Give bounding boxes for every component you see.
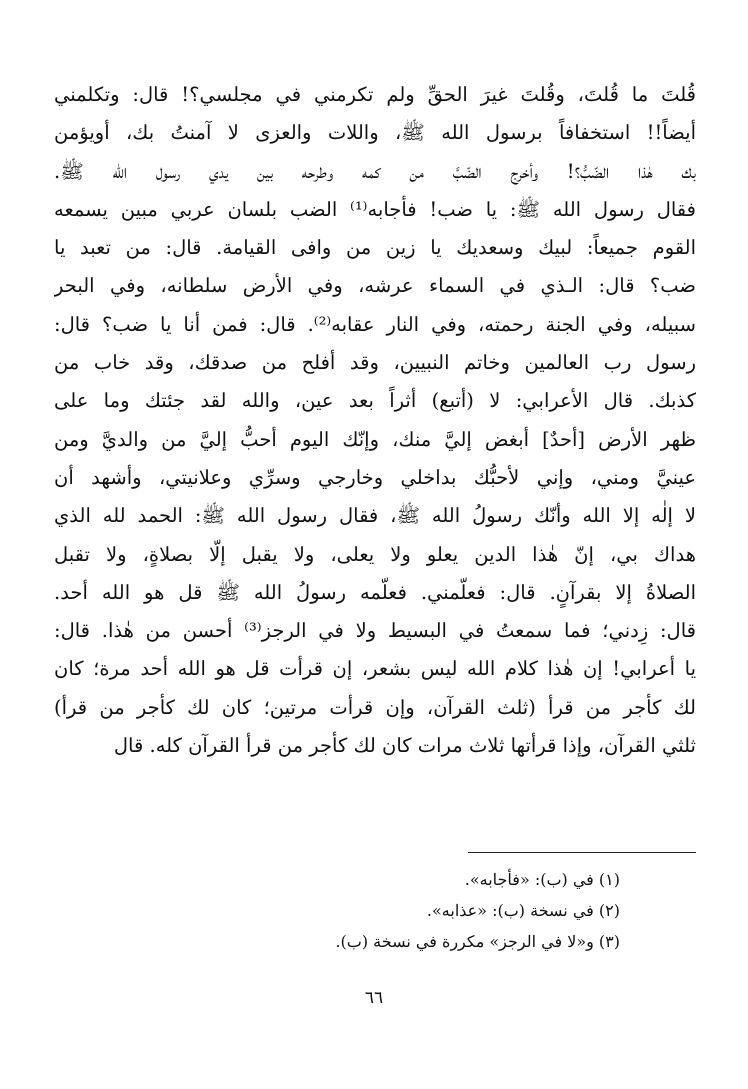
text-line: القوم جميعاً: لبيك وسعديك يا زين من وافى القيامة. قال: من تعبد يا: [54, 236, 696, 260]
text-line: أيضاً!! استخفافاً برسول الله ﷺ، واللات والعزى لا آمنتُ بك، أويؤمن: [54, 121, 696, 145]
text-line: قُلتَ ما قُلتَ، وقُلتَ غيرَ الحقِّ ولم تكرمني في مجلسي؟! قال: وتكلمني: [54, 83, 696, 106]
text-line: ثلثي القرآن، وإذا قرأتها ثلاث مرات كان لك كأجر من قرأ القرآن كله. قال: [113, 734, 696, 758]
text-line: عينيَّ ومني، وإني لأحبُّك بداخلي وخارجي وسرِّي وعلانيتي، وأشهد أن: [54, 465, 696, 489]
text-line: هداك بي، إنّ هٰذا الدين يعلو ولا يعلى، ولا يقبل إلّا بصلاةٍ، ولا تقبل: [54, 542, 696, 566]
text-line: رسول رب العالمين وخاتم النبيين، وقد أفلح من صدقك، وقد خاب من: [54, 351, 696, 375]
footnote-3: (٣) و«لا في الرجز» مكررة في نسخة (ب).: [335, 932, 620, 951]
text-line: الصلاةُ إلا بقرآنٍ. قال: فعلّمني. فعلّمه رسولُ الله ﷺ قل هو الله أحد.: [54, 580, 696, 604]
main-text: [54, 76, 696, 765]
page-number: ٦٦: [364, 988, 384, 1008]
footnote-2: (٢) في نسخة (ب): «عذابه».: [426, 901, 620, 920]
text-line: سبيله، وفي الجنة رحمته، وفي النار عقابه⁽²⁾. قال: فمن أنا يا ضب؟ قال:: [54, 312, 696, 336]
text-line: لا إلٰه إلا الله وأنّك رسولُ الله ﷺ، فقال رسول الله ﷺ: الحمد لله الذي: [54, 504, 696, 528]
text-line: فقال رسول الله ﷺ: يا ضب! فأجابه⁽¹⁾ الضب بلسان عربي مبين يسمعه: [54, 197, 696, 221]
text-line: بك هٰذا الضّبُّ؟! وأخرج الضّبَّ من كمه وطرحه بين يدي رسول الله ﷺ.: [54, 159, 696, 183]
text-line: يا أعرابي! إن هٰذا كلام الله ليس بشعر، إن قرأت قل هو الله أحد مرة؛ كان: [54, 657, 696, 681]
footnote-1: (١) في (ب): «فأجابه».: [464, 870, 620, 889]
text-line: كذبك. قال الأعرابي: لا (أتبع) أثراً بعد عين، والله لقد جئتك وما على: [54, 389, 696, 413]
footnote-divider: [468, 852, 696, 853]
text-line: قال: زِدني؛ فما سمعتُ في البسيط ولا في الرجز⁽³⁾ أحسن من هٰذا. قال:: [54, 619, 696, 643]
footnotes: [100, 864, 620, 957]
text-line: ضب؟ قال: الـذي في السماء عرشه، وفي الأرض سلطانه، وفي البحر: [54, 274, 696, 298]
text-line: لك كأجر من قرأ (ثلث القرآن، وإن قرأت مرتين؛ كان لك كأجر من قرأ): [54, 695, 696, 719]
text-line: ظهر الأرض [أحدٌ] أبغض إليَّ منك، وإنّك اليوم أحبُّ إليَّ من والديَّ ومن: [54, 427, 696, 451]
